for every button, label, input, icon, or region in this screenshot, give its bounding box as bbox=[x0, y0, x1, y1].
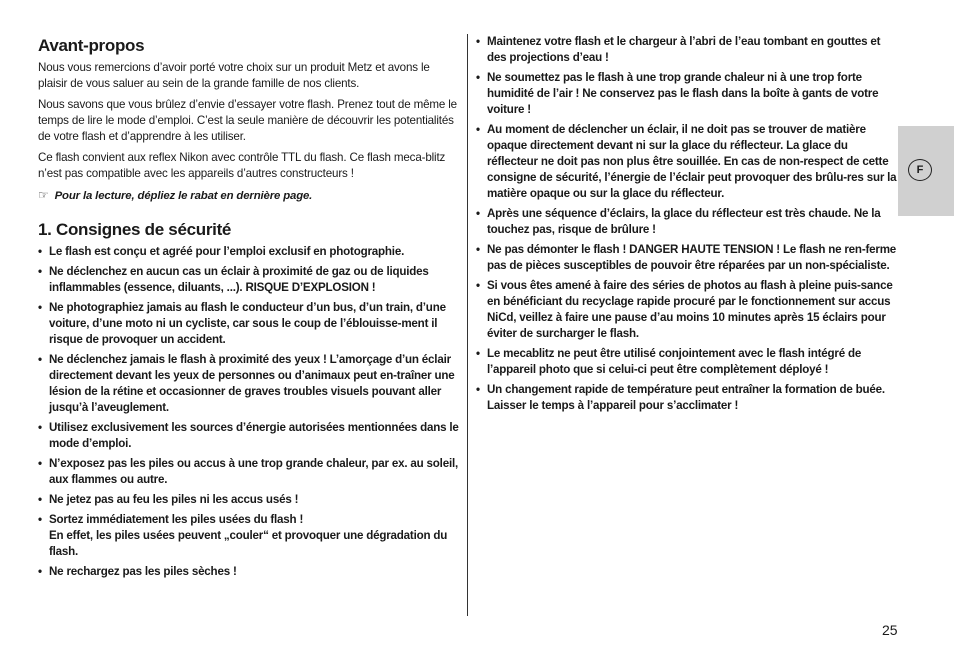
list-item bbox=[476, 382, 898, 414]
bullet: • bbox=[476, 35, 480, 48]
list-item-text: Maintenez votre flash et le chargeur à l’abri de l’eau tombant en gouttes et des projections d’eau ! bbox=[487, 35, 881, 64]
intro-paragraph-2: Nous savons que vous brûlez d’envie d’essayer votre flash. Prenez tout de même le temps de lire le mode d’emploi. C’est la seule manière de découvrir les potentialités de votre flash et d’apprendre à les utiliser. bbox=[38, 98, 457, 143]
safety-list-right bbox=[476, 34, 898, 414]
list-item bbox=[38, 456, 460, 488]
list-item bbox=[38, 300, 460, 348]
list-item-text: Au moment de déclencher un éclair, il ne doit pas se trouver de matière opaque directement devant ni sur la glace du réflecteur. La glace du réflecteur ne doit pas non plus être souillée. En cas de non-respect de cette consigne de sécurité, l’énergie de l’éclair peut provoquer des brûlu-res sur la matière opaque ou sur la glace du réflecteur. bbox=[487, 123, 897, 200]
intro-paragraph-1: Nous vous remercions d’avoir porté votre choix sur un produit Metz et avons le plaisir de vous saluer au sein de la grande famille de nos clients. bbox=[38, 61, 430, 90]
list-item bbox=[38, 264, 460, 296]
bullet: • bbox=[476, 279, 480, 292]
left-column bbox=[38, 34, 460, 584]
bullet: • bbox=[476, 207, 480, 220]
bullet: • bbox=[38, 353, 42, 366]
list-item bbox=[476, 346, 898, 378]
list-item-text: Ne pas démonter le flash ! DANGER HAUTE TENSION ! Le flash ne ren-ferme pas de pièces susceptibles de pouvoir être réparées par un non-spécialiste. bbox=[487, 243, 897, 272]
bullet: • bbox=[476, 71, 480, 84]
bullet: • bbox=[38, 301, 42, 314]
list-item-text: N’exposez pas les piles ou accus à une trop grande chaleur, par ex. au soleil, aux flammes ou autre. bbox=[49, 457, 459, 486]
list-item bbox=[38, 564, 460, 580]
intro-paragraph-3: Ce flash convient aux reflex Nikon avec contrôle TTL du flash. Ce flash meca-blitz n’est pas compatible avec les appareils d’autres constructeurs ! bbox=[38, 151, 446, 180]
list-item bbox=[476, 34, 898, 66]
list-item-text: Le mecablitz ne peut être utilisé conjointement avec le flash intégré de l’appareil photo que si celui-ci peut être complètement déployé ! bbox=[487, 347, 862, 376]
column-divider bbox=[467, 34, 468, 616]
bullet: • bbox=[38, 265, 42, 278]
reading-hint bbox=[38, 187, 460, 204]
bullet: • bbox=[476, 383, 480, 396]
list-item-text: Un changement rapide de température peut entraîner la formation de buée. Laisser le temps à l’appareil pour s’acclimater ! bbox=[487, 383, 885, 412]
list-item-text: Utilisez exclusivement les sources d’énergie autorisées mentionnées dans le mode d’emploi. bbox=[49, 421, 459, 450]
list-item bbox=[38, 420, 460, 452]
list-item-text: Le flash est conçu et agréé pour l’emploi exclusif en photographie. bbox=[49, 245, 405, 258]
list-item bbox=[38, 492, 460, 508]
list-item bbox=[38, 352, 460, 416]
list-item bbox=[38, 512, 460, 560]
list-item bbox=[476, 122, 898, 202]
bullet: • bbox=[38, 513, 42, 526]
reading-hint-text: Pour la lecture, dépliez le rabat en dernière page. bbox=[54, 190, 313, 202]
list-item bbox=[38, 244, 460, 260]
list-item bbox=[476, 70, 898, 118]
list-item-text: Ne soumettez pas le flash à une trop grande chaleur ni à une trop forte humidité de l’air ! Ne conservez pas le flash dans la boîte à gants de votre voiture ! bbox=[487, 71, 879, 116]
bullet: • bbox=[38, 245, 42, 258]
bullet: • bbox=[38, 565, 42, 578]
list-item-text: Ne déclenchez jamais le flash à proximité des yeux ! L’amorçage d’un éclair directement devant les yeux de personnes ou d’animaux peut en-traîner une lésion de la rétine et occasionner de graves troubles visuels pouvant aller jusqu’à l’aveuglement. bbox=[49, 353, 455, 414]
language-badge: F bbox=[908, 159, 932, 181]
page-number: 25 bbox=[882, 622, 898, 638]
bullet: • bbox=[38, 421, 42, 434]
list-item-text: Si vous êtes amené à faire des séries de photos au flash à pleine puis-sance en bénéficiant du recyclage rapide procuré par le fonctionnement sur accus NiCd, veillez à faire une pause d’au moins 10 minutes après 15 éclairs pour éviter de surcharger le flash. bbox=[487, 279, 893, 340]
section-title-avant-propos: Avant-propos bbox=[38, 36, 145, 55]
list-item bbox=[476, 206, 898, 238]
safety-list-left bbox=[38, 244, 460, 580]
bullet: • bbox=[476, 243, 480, 256]
list-item bbox=[476, 278, 898, 342]
right-column bbox=[476, 34, 898, 418]
list-item bbox=[476, 242, 898, 274]
list-item-text: Ne photographiez jamais au flash le conducteur d’un bus, d’un train, d’une voiture, d’une moto ni un cycliste, car sous le coup de l’éblouisse-ment il risque de provoquer un accident. bbox=[49, 301, 446, 346]
list-item-text: Sortez immédiatement les piles usées du flash ! bbox=[49, 513, 304, 526]
bullet: • bbox=[476, 123, 480, 136]
list-item-subtext: En effet, les piles usées peuvent „couler“ et provoquer une dégradation du flash. bbox=[49, 529, 448, 558]
section-title-consignes: 1. Consignes de sécurité bbox=[38, 220, 232, 239]
list-item-text: Après une séquence d’éclairs, la glace du réflecteur est très chaude. Ne la touchez pas, risque de brûlure ! bbox=[487, 207, 881, 236]
bullet: • bbox=[476, 347, 480, 360]
list-item-text: Ne jetez pas au feu les piles ni les accus usés ! bbox=[49, 493, 299, 506]
pointing-hand-icon: ☞ bbox=[38, 188, 49, 202]
list-item-text: Ne rechargez pas les piles sèches ! bbox=[49, 565, 237, 578]
list-item-text: Ne déclenchez en aucun cas un éclair à proximité de gaz ou de liquides inflammables (essence, diluants, ...). RISQUE D’EXPLOSION ! bbox=[49, 265, 429, 294]
bullet: • bbox=[38, 493, 42, 506]
bullet: • bbox=[38, 457, 42, 470]
